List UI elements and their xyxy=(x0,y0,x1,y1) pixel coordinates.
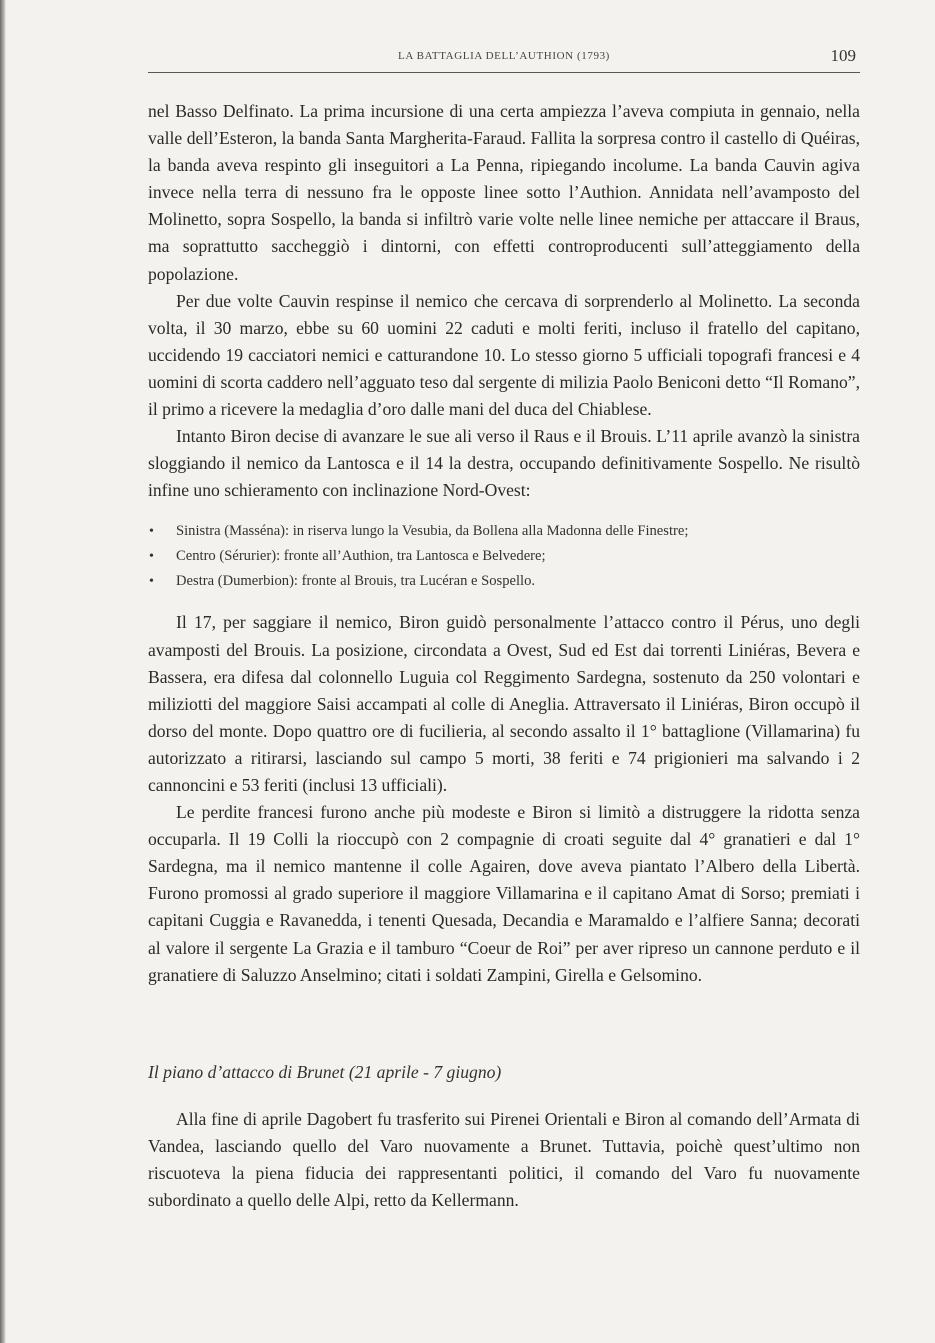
paragraph: Intanto Biron decise di avanzare le sue ali verso il Raus e il Brouis. L’11 aprile avanzò la sinistra sloggiando il nemico da Lantosca e il 14 la destra, occupando definitivamente Sospello. Ne risultò infine uno schieramento con inclinazione Nord-Ovest: xyxy=(148,426,860,501)
book-spine-shadow xyxy=(0,0,6,1343)
bullet-icon: • xyxy=(149,549,154,565)
running-title: LA BATTAGLIA DELL’AUTHION (1793) xyxy=(398,50,610,62)
section-heading: Il piano d’attacco di Brunet (21 aprile - 7 giugno) xyxy=(148,1061,502,1082)
list-item-text: Destra (Dumerbion): fronte al Brouis, tra Lucéran e Sospello. xyxy=(176,573,536,590)
deployment-list xyxy=(148,519,860,594)
paragraph: Per due volte Cauvin respinse il nemico che cercava di sorprenderlo al Molinetto. La seconda volta, il 30 marzo, ebbe su 60 uomini 22 caduti e molti feriti, incluso il fratello del capitano, uccidendo 19 cacciatori nemici e catturandone 10. Lo stesso giorno 5 ufficiali topografi francesi e 4 uomini di scorta caddero nell’agguato teso dal sergente di milizia Paolo Beniconi detto “Il Romano”, il primo a ricevere la medaglia d’oro dalle mani del duca del Chiablese. xyxy=(148,290,860,420)
paragraph: Il 17, per saggiare il nemico, Biron guidò personalmente l’attacco contro il Pérus, uno degli avamposti del Brouis. La posizione, circondata a Ovest, Sud ed Est dai torrenti Liniéras, Bevera e Bassera, era difesa dal colonnello Luguia col Reggimento Sardegna, sostenuto da 250 volontari e miliziotti del maggiore Saisi accampati al colle di Aneglia. Attraversato il Liniéras, Biron occupò il dorso del monte. Dopo quattro ore di fucilieria, al secondo assalto il 1° battaglione (Villamarina) fu autorizzato a ritirarsi, lasciando sul campo 5 morti, 38 feriti e 74 prigionieri ma salvando i 2 cannoncini e 53 feriti (inclusi 13 ufficiali). xyxy=(148,612,860,795)
page-number: 109 xyxy=(830,46,856,65)
paragraph: Le perdite francesi furono anche più modeste e Biron si limitò a distruggere la ridotta senza occuparla. Il 19 Colli la rioccupò con 2 compagnie di croati seguite dal 4° granatieri e dal 1° Sardegna, ma il nemico mantenne il colle Agairen, dove aveva piantato l’Albero della Libertà. Furono promossi al grado superiore il maggiore Villamarina e il capitano Amat di Sorso; premiati i capitani Cuggia e Ravanedda, i tenenti Quesada, Decandia e Maramaldo e l’alfiere Sanna; decorati al valore il sergente La Grazia e il tamburo “Coeur de Roi” per aver ripreso un cannone perduto e il granatiere di Saluzzo Anselmino; citati i soldati Zampini, Girella e Gelsomino. xyxy=(148,802,860,985)
list-item-text: Centro (Sérurier): fronte all’Authion, tra Lantosca e Belvedere; xyxy=(176,548,546,565)
list-item xyxy=(148,544,860,569)
paragraph: Alla fine di aprile Dagobert fu trasferito sui Pirenei Orientali e Biron al comando dell’Armata di Vandea, lasciando quello del Varo nuovamente a Brunet. Tuttavia, poichè quest’ultimo non riscuoteva la piena fiducia dei rappresentanti politici, il comando del Varo fu nuovamente subordinato a quello delle Alpi, retto da Kellermann. xyxy=(148,1108,860,1210)
bullet-icon: • xyxy=(149,574,154,590)
list-item xyxy=(148,569,860,594)
list-item-text: Sinistra (Masséna): in riserva lungo la Vesubia, da Bollena alla Madonna delle Finestre; xyxy=(176,523,689,540)
paragraph: nel Basso Delfinato. La prima incursione di una certa ampiezza l’aveva compiuta in gennaio, nella valle dell’Esteron, la banda Santa Margherita-Faraud. Fallita la sorpresa contro il castello di Quéiras, la banda aveva respinto gli inseguitori a La Penna, ripiegando incolume. La banda Cauvin agiva invece nella terra di nessuno fra le opposte linee sotto l’Authion. Annidata nell’avamposto del Molinetto, sopra Sospello, la banda si infiltrò varie volte nelle linee nemiche per attaccare il Braus, ma soprattutto saccheggiò i dintorni, con effetti controproducenti sull’atteggiamento della popolazione. xyxy=(148,101,860,284)
page-body xyxy=(148,98,860,1214)
list-item xyxy=(148,519,860,544)
running-header xyxy=(148,44,860,73)
bullet-icon: • xyxy=(149,524,154,540)
